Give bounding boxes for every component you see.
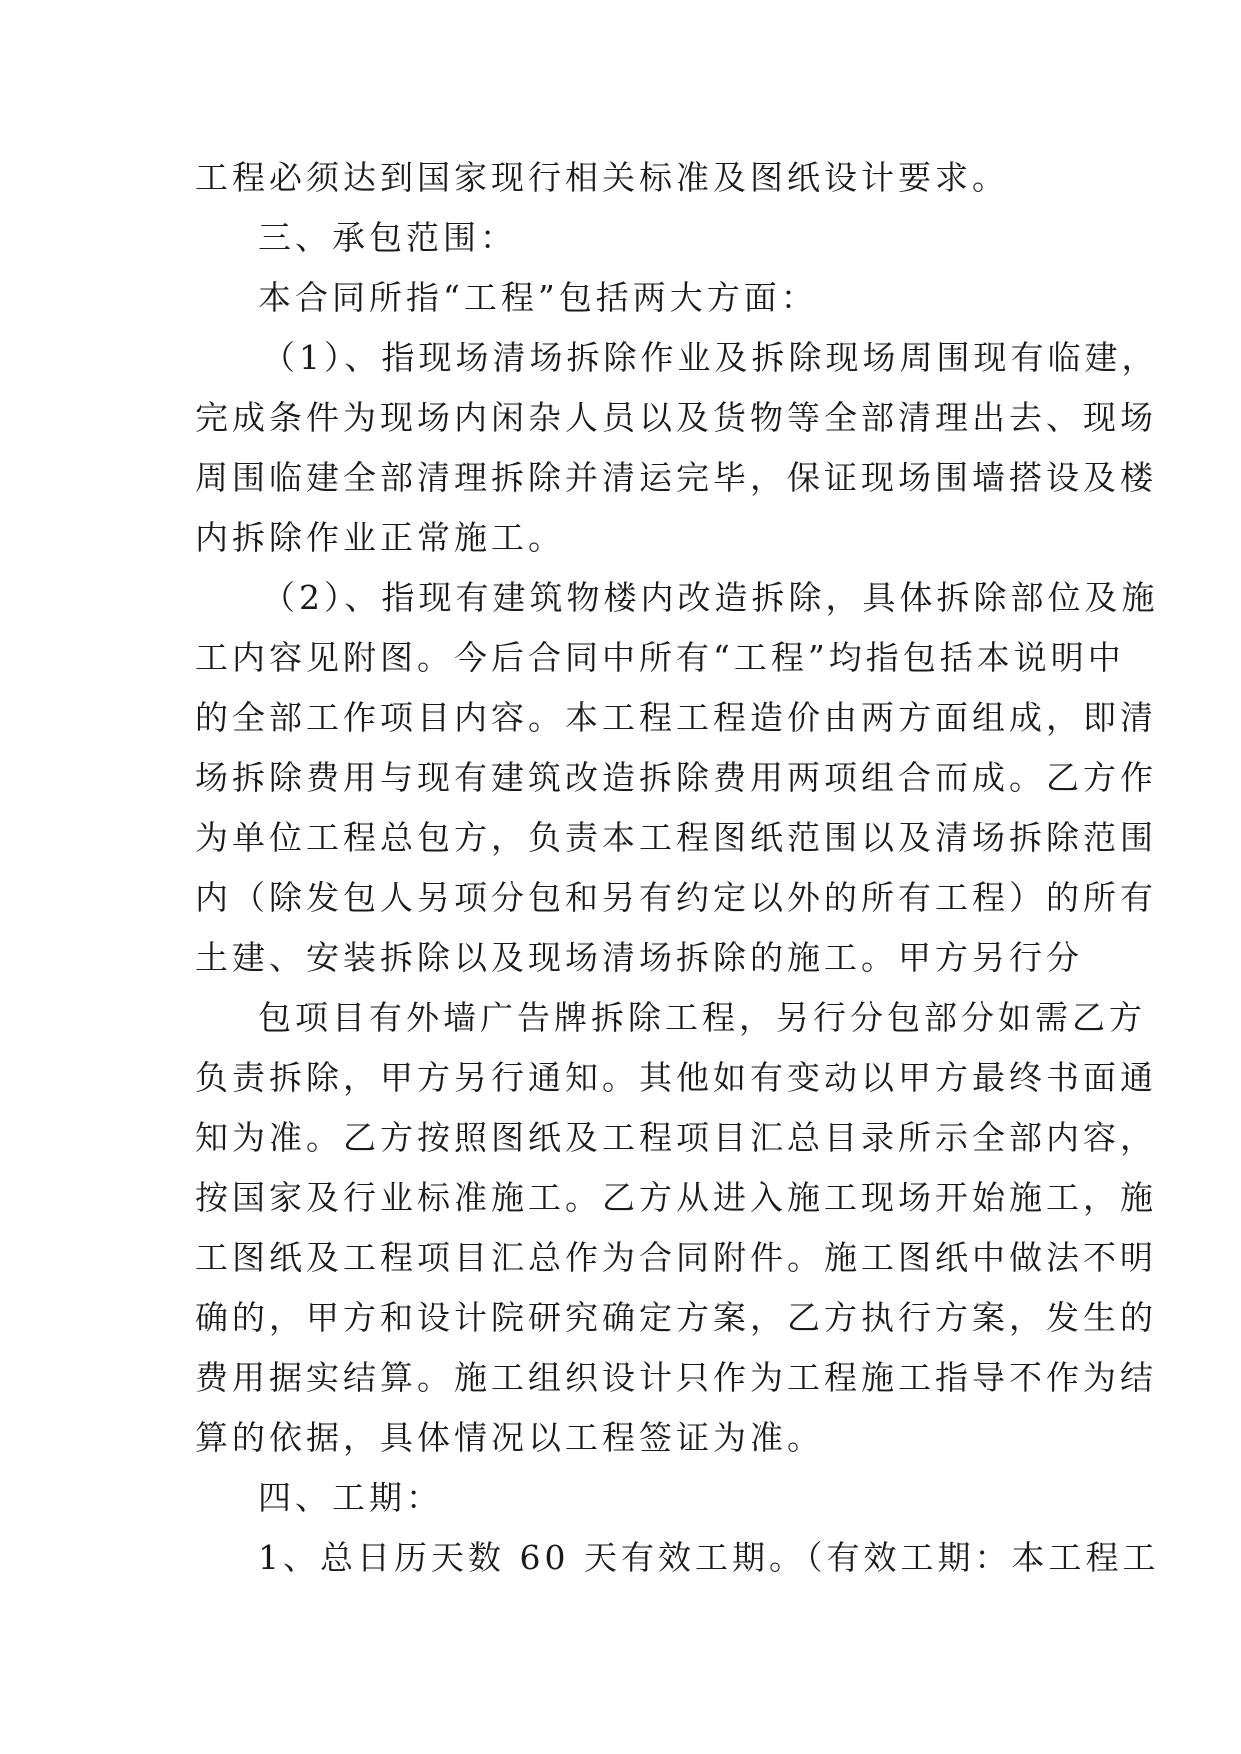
text-line: 内拆除作业正常施工。 bbox=[195, 518, 565, 557]
text-line: 1、总日历天数 60 天有效工期。（有效工期：本工程工 bbox=[258, 1538, 1160, 1577]
section-heading-scope: 三、承包范围： bbox=[258, 218, 517, 257]
text-line: 费用据实结算。施工组织设计只作为工程施工指导不作为结 bbox=[195, 1358, 1157, 1397]
section-heading-schedule: 四、工期： bbox=[258, 1478, 443, 1517]
text-line: 按国家及行业标准施工。乙方从进入施工现场开始施工，施 bbox=[195, 1178, 1157, 1217]
text-line: 完成条件为现场内闲杂人员以及货物等全部清理出去、现场 bbox=[195, 398, 1157, 437]
text-line: 负责拆除，甲方另行通知。其他如有变动以甲方最终书面通 bbox=[195, 1058, 1157, 1097]
text-line: 土建、安装拆除以及现场清场拆除的施工。甲方另行分 bbox=[195, 938, 1083, 977]
text-line: 周围临建全部清理拆除并清运完毕，保证现场围墙搭设及楼 bbox=[195, 458, 1157, 497]
text-line: 确的，甲方和设计院研究确定方案，乙方执行方案，发生的 bbox=[195, 1298, 1157, 1337]
text-line: 知为准。乙方按照图纸及工程项目汇总目录所示全部内容， bbox=[195, 1118, 1157, 1157]
text-line: 为单位工程总包方，负责本工程图纸范围以及清场拆除范围 bbox=[195, 818, 1157, 857]
text-line: （1）、指现场清场拆除作业及拆除现场周围现有临建， bbox=[262, 338, 1159, 377]
text-line: 工内容见附图。今后合同中所有“工程”均指包括本说明中 bbox=[195, 638, 1125, 677]
text-line: 工图纸及工程项目汇总作为合同附件。施工图纸中做法不明 bbox=[195, 1238, 1157, 1277]
text-line: 的全部工作项目内容。本工程工程造价由两方面组成，即清 bbox=[195, 698, 1157, 737]
text-line: 算的依据，具体情况以工程签证为准。 bbox=[195, 1418, 824, 1457]
text-line: 内（除发包人另项分包和另有约定以外的所有工程）的所有 bbox=[195, 878, 1157, 917]
text-line: （2）、指现有建筑物楼内改造拆除，具体拆除部位及施 bbox=[262, 578, 1159, 617]
text-line: 工程必须达到国家现行相关标准及图纸设计要求。 bbox=[195, 158, 1009, 197]
text-line: 包项目有外墙广告牌拆除工程，另行分包部分如需乙方 bbox=[258, 998, 1146, 1037]
text-line: 场拆除费用与现有建筑改造拆除费用两项组合而成。乙方作 bbox=[195, 758, 1157, 797]
text-line: 本合同所指“工程”包括两大方面： bbox=[258, 278, 818, 317]
